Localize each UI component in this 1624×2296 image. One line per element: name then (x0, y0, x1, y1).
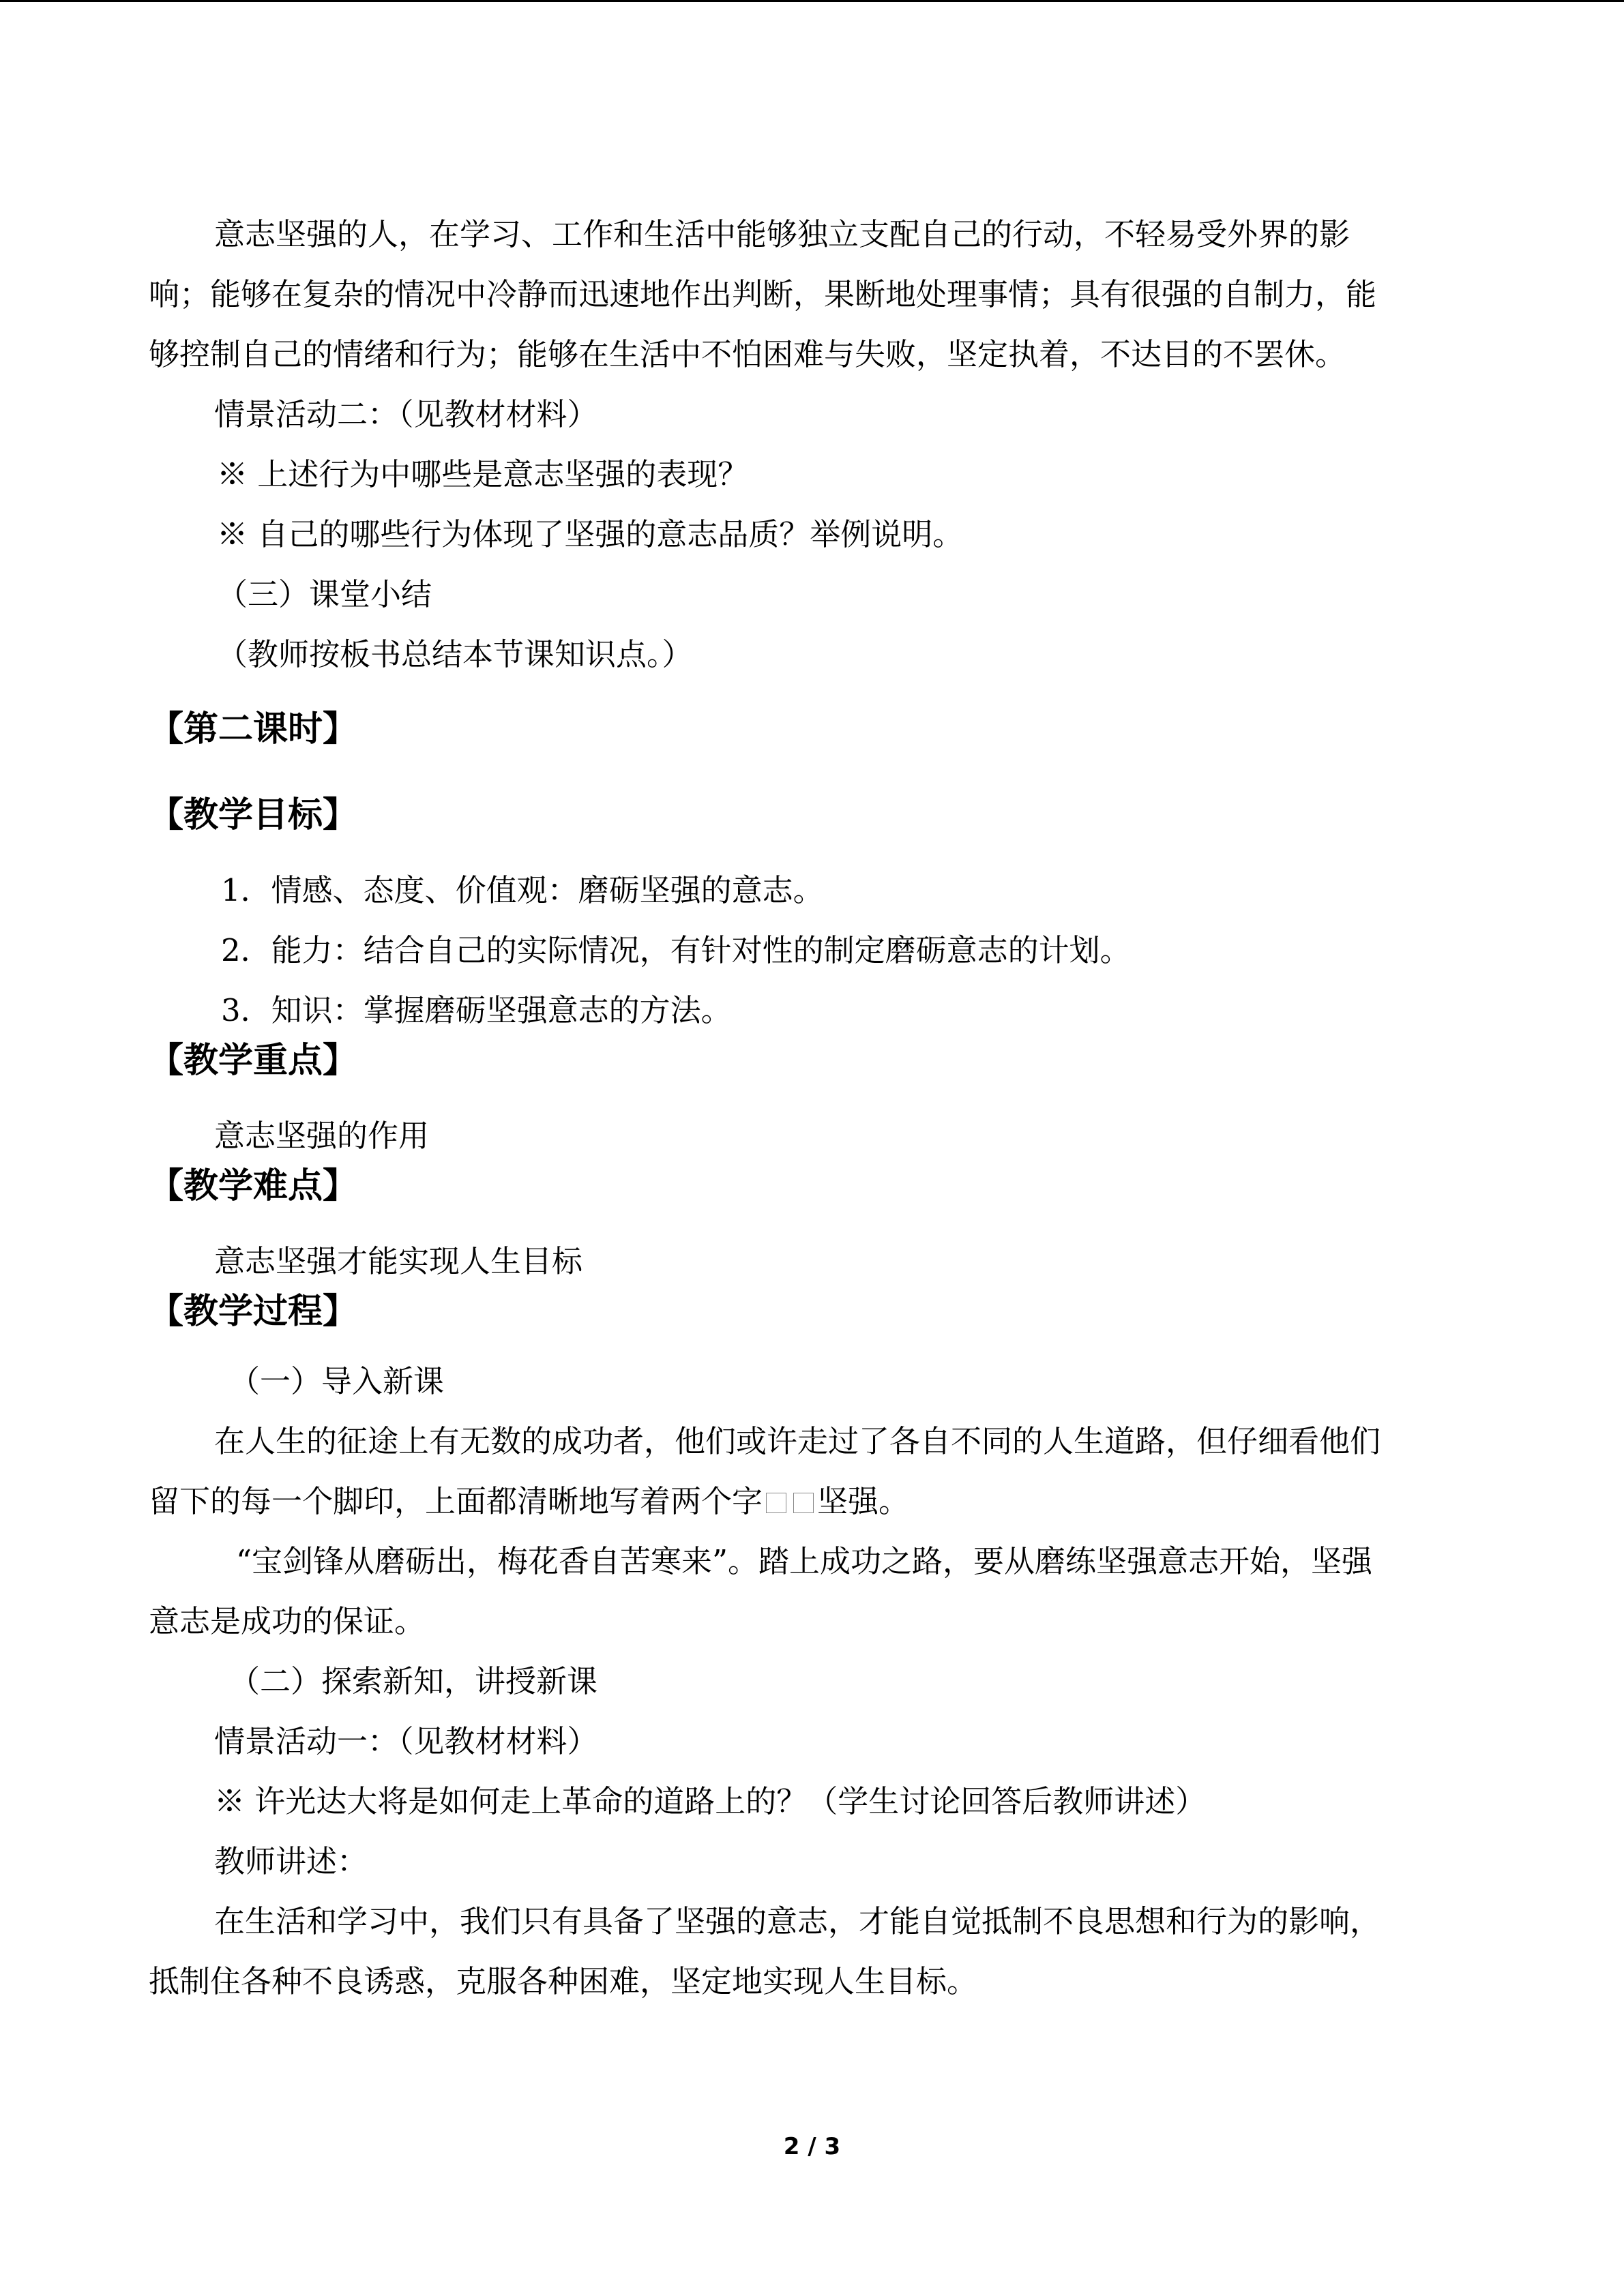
text-segment: 留下的每一个脚印，上面都清晰地写着两个字 (149, 1483, 763, 1519)
activity-two: 情景活动二：（见教材材料） (214, 396, 598, 432)
text-line: 意志是成功的保证。 (149, 1603, 426, 1639)
heading-process: 【教学过程】 (149, 1292, 358, 1332)
text-line: 意志坚强的人，在学习、工作和生活中能够独立支配自己的行动，不轻易受外界的影 (214, 216, 1350, 252)
teacher-narration-label: 教师讲述： (214, 1843, 368, 1879)
text-line: 在人生的征途上有无数的成功者，他们或许走过了各自不同的人生道路，但仔细看他们 (214, 1423, 1381, 1459)
question-item: ※ 上述行为中哪些是意志坚强的表现？ (217, 456, 749, 492)
text-line: “宝剑锋从磨砺出，梅花香自苦寒来”。踏上成功之路，要从磨练坚强意志开始，坚强 (236, 1543, 1373, 1579)
page-number: 2 / 3 (783, 2133, 841, 2160)
text-line (149, 1472, 1457, 1532)
goals-list (149, 861, 1457, 1041)
goal-item: 2．能力：结合自己的实际情况，有针对性的制定磨砺意志的计划。 (221, 932, 1131, 968)
summary-text: （教师按板书总结本节课知识点。） (217, 636, 693, 672)
text-line: 在生活和学习中，我们只有具备了坚强的意志，才能自觉抵制不良思想和行为的影响， (214, 1903, 1381, 1939)
paragraph-conclusion (149, 1892, 1457, 2012)
goal-item: 1．情感、态度、价值观：磨砺坚强的意志。 (221, 872, 824, 908)
goal-item: 3．知识：掌握磨砺坚强意志的方法。 (221, 992, 732, 1028)
question-item: ※ 许光达大将是如何走上革命的道路上的？（学生讨论回答后教师讲述） (214, 1783, 1207, 1819)
heading-key-point: 【教学重点】 (149, 1041, 358, 1081)
section-summary-heading: （三）课堂小结 (217, 576, 432, 612)
document-page (149, 205, 1457, 2012)
text-line: 响；能够在复杂的情况中冷静而迅速地作出判断，果断地处理事情；具有很强的自制力，能 (149, 276, 1377, 312)
page-top-border (0, 0, 1624, 2)
missing-glyph-box (766, 1493, 786, 1513)
key-point-text: 意志坚强的作用 (214, 1118, 430, 1154)
text-segment: 坚强。 (817, 1483, 910, 1519)
explore-heading: （二）探索新知，讲授新课 (229, 1663, 598, 1699)
text-line: 抵制住各种不良诱惑，克服各种困难，坚定地实现人生目标。 (149, 1963, 978, 1999)
text-line: 够控制自己的情绪和行为；能够在生活中不怕困难与失败，坚定执着，不达目的不罢休。 (149, 336, 1346, 372)
paragraph-quote (149, 1532, 1457, 1652)
missing-glyph-box (793, 1493, 814, 1513)
question-item: ※ 自己的哪些行为体现了坚强的意志品质？举例说明。 (217, 516, 964, 552)
activity-one: 情景活动一：（见教材材料） (214, 1723, 598, 1759)
heading-goals: 【教学目标】 (149, 795, 358, 835)
paragraph-intro (149, 1412, 1457, 1532)
intro-heading: （一）导入新课 (229, 1363, 445, 1399)
difficulty-text: 意志坚强才能实现人生目标 (214, 1243, 583, 1279)
heading-difficulty: 【教学难点】 (149, 1166, 358, 1206)
paragraph-willpower (149, 205, 1457, 385)
heading-lesson-two: 【第二课时】 (149, 709, 358, 749)
